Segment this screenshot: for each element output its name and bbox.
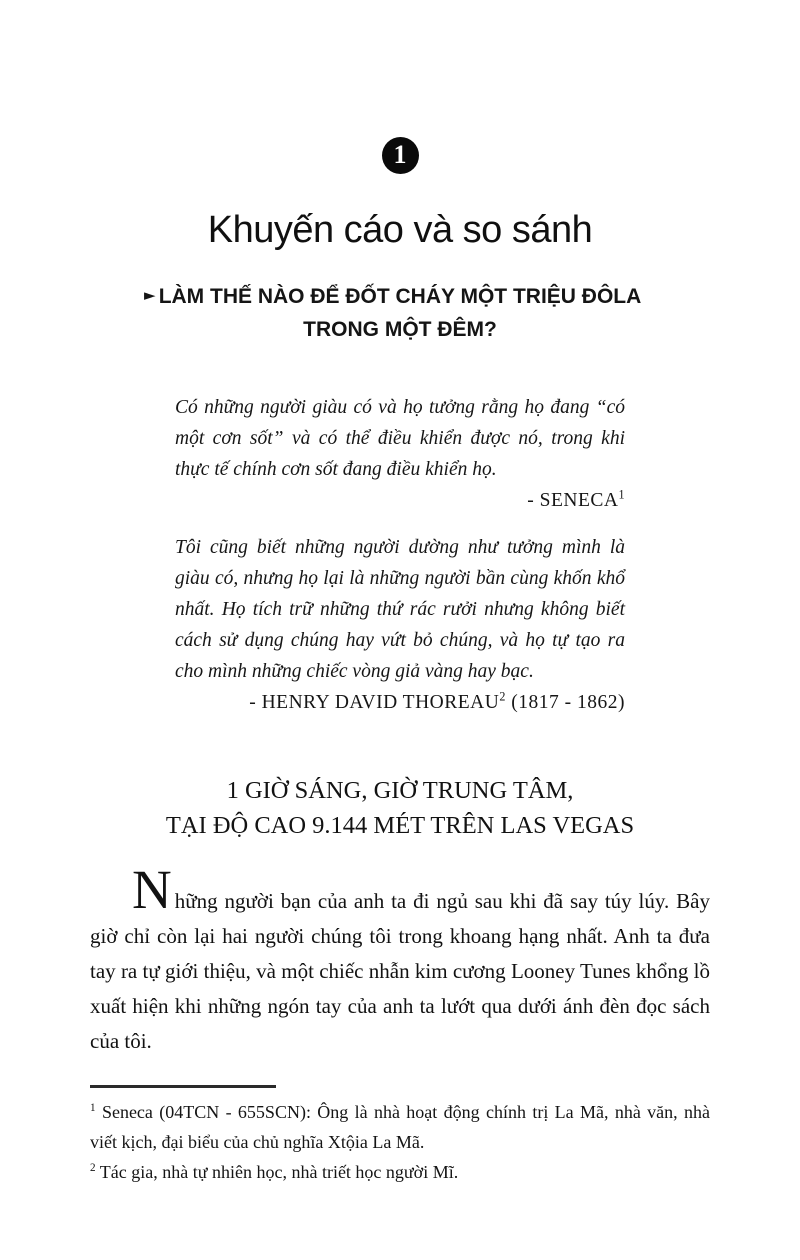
section-heading-line1: 1 GIỜ SÁNG, GIỜ TRUNG TÂM, — [226, 777, 574, 804]
footnote-separator-rule — [90, 1085, 276, 1088]
footnote-reference-2: 2 — [499, 689, 506, 704]
section-heading — [90, 773, 710, 843]
epigraph-seneca-text: Có những người giàu có và họ tưởng rằng họ đang “có một cơn sốt” và có thể điều khiển được nó, trong khi thực tế chính cơn sốt đang điều khiển họ. — [175, 397, 625, 480]
attribution-dates: (1817 - 1862) — [505, 692, 625, 713]
epigraph-seneca — [175, 392, 625, 516]
footnote-2-text: Tác gia, nhà tự nhiên học, nhà triết học người Mĩ. — [99, 1162, 459, 1182]
arrow-right-icon: ► — [144, 286, 156, 304]
chapter-title: Khuyến cáo và so sánh — [207, 209, 593, 251]
footnote-1 — [90, 1097, 710, 1157]
attribution-name: - SENECA — [527, 490, 619, 511]
footnote-1-marker: 1 — [90, 1102, 96, 1114]
epigraph-thoreau-attribution — [175, 687, 625, 718]
epigraph-thoreau — [175, 532, 625, 718]
initial-cap: N — [132, 859, 172, 920]
footnotes-section — [90, 1085, 710, 1187]
footnote-reference-1: 1 — [618, 487, 625, 502]
attribution-name: - HENRY DAVID THOREAU — [249, 692, 500, 713]
chapter-number-badge — [382, 137, 419, 174]
chapter-subtitle-line1: LÀM THẾ NÀO ĐỂ ĐỐT CHÁY MỘT TRIỆU ĐÔLA — [158, 285, 642, 308]
footnote-1-text: Seneca (04TCN - 655SCN): Ông là nhà hoạt động chính trị La Mã, nhà văn, nhà viết kịch, đại biểu của chủ nghĩa Xtộia La Mã. — [90, 1102, 711, 1152]
epigraph-seneca-attribution — [175, 485, 625, 516]
footnote-2 — [90, 1157, 710, 1187]
body-paragraph — [90, 859, 710, 1059]
chapter-number: 1 — [393, 139, 407, 169]
body-paragraph-text: hững người bạn của anh ta đi ngủ sau khi đã say túy lúy. Bây giờ chỉ còn lại hai người chúng tôi trong khoang hạng nhất. Anh ta đưa tay ra tự giới thiệu, và một chiếc nhẫn kim cương Looney Tunes khổng lồ xuất hiện khi những ngón tay của anh ta lướt qua dưới ánh đèn đọc sách của tôi. — [90, 889, 710, 1053]
chapter-subtitle-line2: TRONG MỘT ĐÊM? — [303, 318, 497, 341]
section-heading-line2: TẠI ĐỘ CAO 9.144 MÉT TRÊN LAS VEGAS — [165, 812, 635, 839]
chapter-subtitle — [90, 280, 710, 346]
footnote-2-marker: 2 — [90, 1162, 96, 1174]
epigraph-thoreau-text: Tôi cũng biết những người dường như tưởng mình là giàu có, nhưng họ lại là những người bần cùng khốn khổ nhất. Họ tích trữ những thứ rác rưởi nhưng không biết cách sử dụng chúng hay vứt bỏ chúng, và họ tự tạo ra cho mình những chiếc vòng giả vàng hay bạc. — [175, 537, 625, 682]
